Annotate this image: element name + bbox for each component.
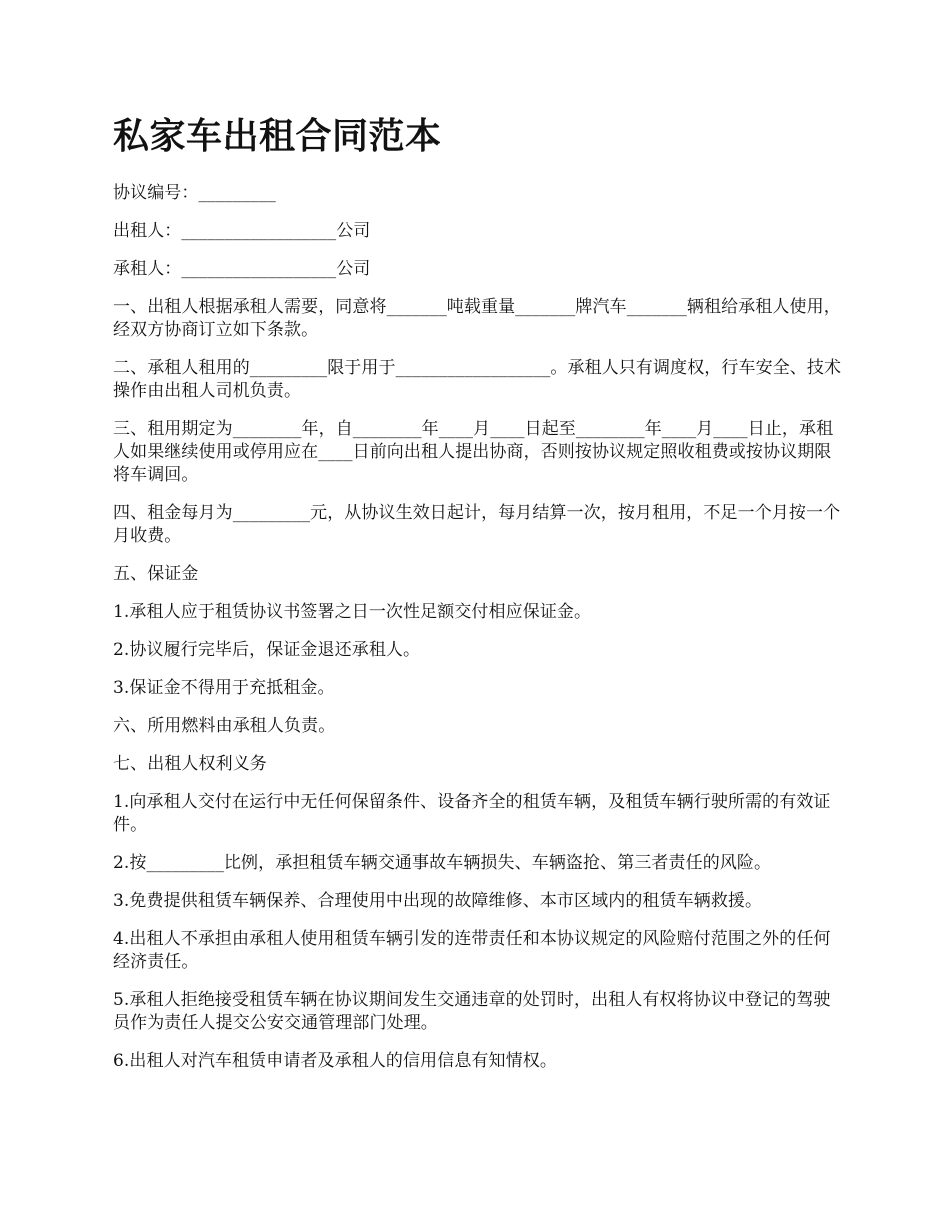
- document-page: [113, 112, 843, 1088]
- clause-5-heading: 五、保证金: [113, 564, 199, 584]
- agreement-number: 协议编号：_________: [113, 183, 276, 203]
- clause-2: 二、承租人租用的_________限于用于__________________。承租人只有调度权，行车安全、技术操作由出租人司机负责。: [113, 358, 842, 401]
- clause-7-item-1: 1.向承租人交付在运行中无任何保留条件、设备齐全的租赁车辆，及租赁车辆行驶所需的有效证件。: [113, 792, 831, 835]
- clause-3: 三、租用期定为________年，自________年____月____日起至________年____月____日止，承租人如果继续使用或停用应在____日前向出租人提出协商，否则按协议规定照收租费或按协议期限将车调回。: [113, 419, 834, 485]
- document-title: 私家车出租合同范本: [113, 116, 442, 157]
- clause-7-item-5: 5.承租人拒绝接受租赁车辆在协议期间发生交通违章的处罚时，出租人有权将协议中登记的驾驶员作为责任人提交公安交通管理部门处理。: [113, 990, 831, 1033]
- clause-5-item-1: 1.承租人应于租赁协议书签署之日一次性足额交付相应保证金。: [113, 602, 592, 622]
- clause-5-item-3: 3.保证金不得用于充抵租金。: [113, 678, 335, 698]
- lessor-line: 出租人：__________________公司: [113, 221, 371, 241]
- clause-1: 一、出租人根据承租人需要，同意将_______吨载重量_______牌汽车_______辆租给承租人使用，经双方协商订立如下条款。: [113, 297, 841, 340]
- clause-7-item-2: 2.按_________比例，承担租赁车辆交通事故车辆损失、车辆盗抢、第三者责任的风险。: [113, 853, 772, 873]
- lessee-line: 承租人：__________________公司: [113, 259, 371, 279]
- clause-4: 四、租金每月为_________元，从协议生效日起计，每月结算一次，按月租用，不足一个月按一个月收费。: [113, 503, 841, 546]
- clause-7-heading: 七、出租人权利义务: [113, 754, 267, 774]
- clause-7-item-3: 3.免费提供租赁车辆保养、合理使用中出现的故障维修、本市区域内的租赁车辆救援。: [113, 891, 763, 911]
- clause-6: 六、所用燃料由承租人负责。: [113, 716, 336, 736]
- clause-5-item-2: 2.协议履行完毕后，保证金退还承租人。: [113, 640, 421, 660]
- clause-7-item-6: 6.出租人对汽车租赁申请者及承租人的信用信息有知情权。: [113, 1051, 557, 1071]
- clause-7-item-4: 4.出租人不承担由承租人使用租赁车辆引发的连带责任和本协议规定的风险赔付范围之外的任何经济责任。: [113, 929, 831, 972]
